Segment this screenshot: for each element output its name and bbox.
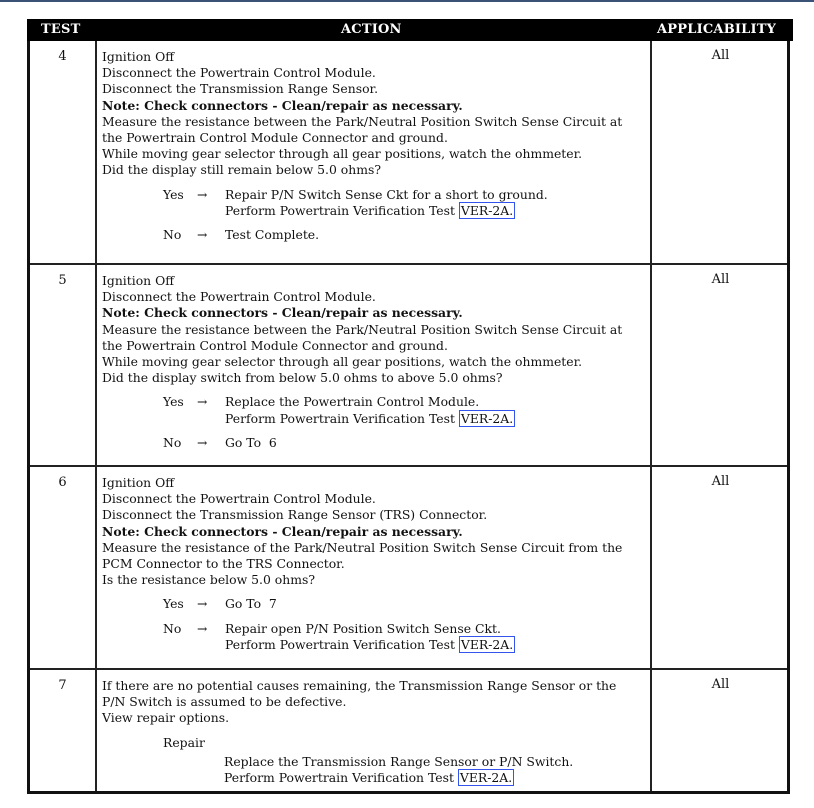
note: Note: Check connectors - Clean/repair as necessary. <box>102 305 463 321</box>
action-line: Ignition Off <box>102 273 175 288</box>
action-line: Ignition Off <box>102 49 175 64</box>
action-line: Disconnect the Powertrain Control Module. <box>102 65 376 81</box>
yes-text: Go To 7 <box>225 596 277 612</box>
yes-label: Yes <box>163 186 184 202</box>
action-question: Is the resistance below 5.0 ohms? <box>102 572 315 588</box>
applicability: All <box>711 48 730 63</box>
test-number: 7 <box>30 670 97 791</box>
test-row-7 <box>30 670 787 791</box>
arrow-icon: → <box>197 227 208 242</box>
action-line: View repair options. <box>102 710 230 726</box>
action-line: Disconnect the Powertrain Control Module. <box>102 491 376 507</box>
action-line: P/N Switch is assumed to be defective. <box>102 694 347 710</box>
applicability: All <box>711 272 730 287</box>
yes-label: Yes <box>163 596 184 612</box>
action-line: While moving gear selector through all gear positions, watch the ohmmeter. <box>102 354 583 370</box>
yes-response <box>102 596 650 612</box>
action-cell <box>99 265 652 465</box>
action-line: Disconnect the Transmission Range Sensor (TRS) Connector. <box>102 507 488 523</box>
yes-text: Replace the Powertrain Control Module. <box>225 394 480 410</box>
arrow-icon: → <box>197 620 208 636</box>
table-header <box>27 19 793 41</box>
arrow-icon: → <box>197 186 208 202</box>
no-text: Test Complete. <box>225 227 320 242</box>
action-line: Disconnect the Transmission Range Sensor. <box>102 81 379 97</box>
action-cell <box>99 41 652 263</box>
ver-2a-link[interactable]: VER-2A. <box>459 770 513 786</box>
ver-2a-link[interactable]: VER-2A. <box>460 202 514 218</box>
test-number: 6 <box>30 467 97 668</box>
applicability: All <box>711 677 730 692</box>
yes-label: Yes <box>163 394 184 410</box>
applicability: All <box>711 474 730 489</box>
test-row-6 <box>30 467 787 670</box>
no-label: No <box>163 227 182 242</box>
yes-response <box>102 187 650 219</box>
yes-text: Repair P/N Switch Sense Ckt for a short to ground. <box>225 186 548 202</box>
action-question: Did the display switch from below 5.0 ohms to above 5.0 ohms? <box>102 370 503 386</box>
no-label: No <box>163 620 182 636</box>
repair-label: Repair <box>163 734 205 750</box>
ver-2a-link[interactable]: VER-2A. <box>460 410 514 426</box>
test-row-4 <box>30 41 787 265</box>
diagnostic-table <box>27 19 790 794</box>
arrow-icon: → <box>197 394 208 410</box>
action-question: Did the display still remain below 5.0 ohms? <box>102 162 381 178</box>
no-response <box>102 227 650 243</box>
yes-response <box>102 394 650 426</box>
header-test: TEST <box>41 22 81 37</box>
action-cell <box>99 670 652 791</box>
header-action: ACTION <box>341 22 402 37</box>
test-number: 4 <box>30 41 97 263</box>
arrow-icon: → <box>197 596 208 612</box>
note: Note: Check connectors - Clean/repair as necessary. <box>102 97 463 113</box>
test-row-5 <box>30 265 787 467</box>
ver-2a-link[interactable]: VER-2A. <box>460 636 514 652</box>
top-bar <box>0 0 814 2</box>
action-line: the Powertrain Control Module Connector and ground. <box>102 130 448 146</box>
no-response <box>102 435 650 451</box>
yes-text-2: Perform Powertrain Verification Test <box>225 202 455 218</box>
action-line: Measure the resistance between the Park/Neutral Position Switch Sense Circuit at <box>102 321 623 337</box>
note: Note: Check connectors - Clean/repair as necessary. <box>102 523 463 539</box>
no-label: No <box>163 434 182 450</box>
no-text-2: Perform Powertrain Verification Test <box>225 636 455 652</box>
no-response <box>102 621 650 653</box>
action-line: the Powertrain Control Module Connector and ground. <box>102 337 448 353</box>
action-line: Ignition Off <box>102 475 175 490</box>
no-text: Repair open P/N Position Switch Sense Ckt. <box>225 620 501 636</box>
action-cell <box>99 467 652 668</box>
arrow-icon: → <box>197 434 208 450</box>
repair-text-2: Perform Powertrain Verification Test <box>224 770 454 786</box>
action-line: If there are no potential causes remaining, the Transmission Range Sensor or the <box>102 678 617 693</box>
yes-text-2: Perform Powertrain Verification Test <box>225 410 455 426</box>
action-line: Measure the resistance of the Park/Neutral Position Switch Sense Circuit from the <box>102 539 623 555</box>
action-line: PCM Connector to the TRS Connector. <box>102 556 345 572</box>
action-line: Measure the resistance between the Park/Neutral Position Switch Sense Circuit at <box>102 113 623 129</box>
action-line: Disconnect the Powertrain Control Module. <box>102 289 376 305</box>
action-line: While moving gear selector through all gear positions, watch the ohmmeter. <box>102 146 583 162</box>
repair-text: Replace the Transmission Range Sensor or P/N Switch. <box>224 753 574 769</box>
header-applicability: APPLICABILITY <box>657 22 777 37</box>
test-number: 5 <box>30 265 97 465</box>
no-text: Go To 6 <box>225 434 277 450</box>
